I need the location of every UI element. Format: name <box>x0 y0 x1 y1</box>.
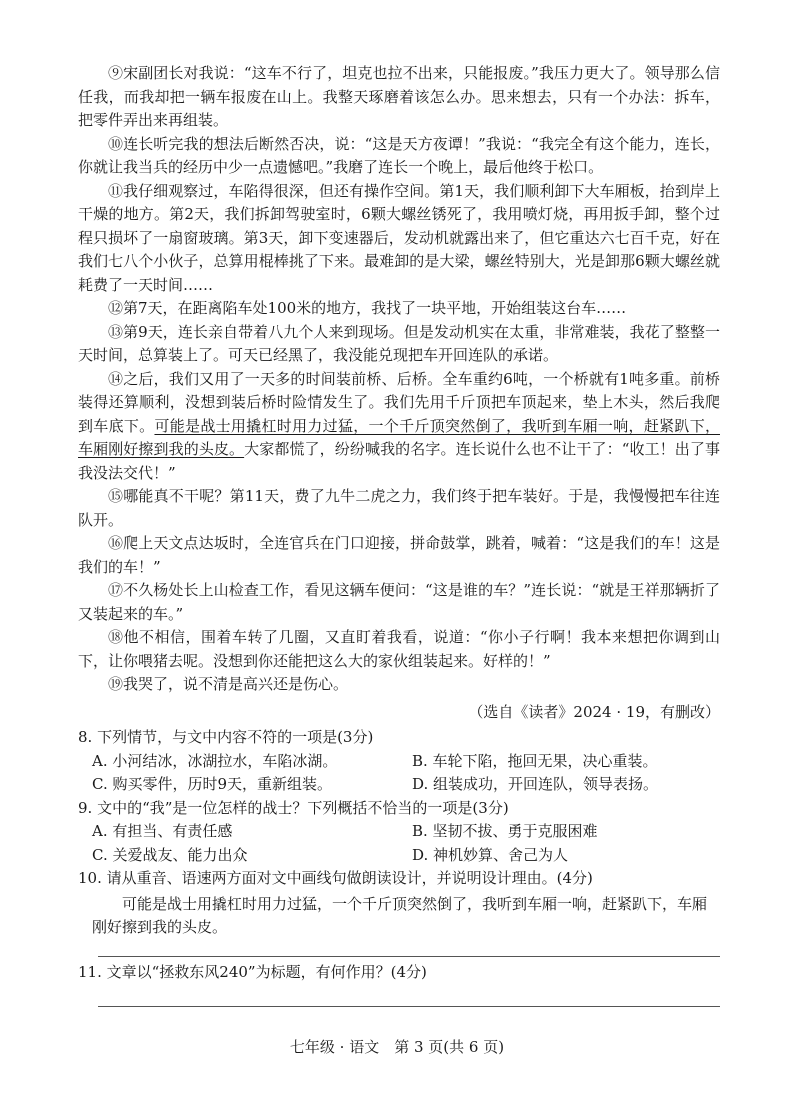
paragraph-12: ⑫第7天，在距离陷车处100米的地方，我找了一块平地，开始组装这台车…… <box>108 299 627 317</box>
question-8 <box>78 726 720 797</box>
paragraph-10: ⑩连长听完我的想法后断然否决，说：“这是天方夜谭！”我说：“我完全有这个能力，连长，你就让我当兵的经历中少一点遗憾吧。”我磨了连长一个晚上，最后他终于松口。 <box>78 134 720 176</box>
paragraph-14-tail: 大家都慌了，纷纷喊我的名字。连长说什么也不让干了：“收工！出了事我没法交代！” <box>78 440 720 482</box>
options <box>78 750 720 797</box>
source-citation: （选自《读者》2024 · 19，有删改） <box>468 702 720 721</box>
paragraph-18: ⑱他不相信，围着车转了几圈，又直盯着我看，说道：“你小子行啊！我本来想把你调到山下，让你喂猪去呢。没想到你还能把这么大的家伙组装起来。好样的！” <box>78 628 720 670</box>
question-10 <box>78 867 720 957</box>
option-c: C. 购买零件，历时9天，重新组装。 <box>92 775 333 793</box>
underlined-sentence: 可能是战士用撬杠时用力过猛，一个千斤顶突然倒了，我听到车厢一响，赶紧趴下，车厢刚好擦到我的头皮。 <box>78 416 720 458</box>
options <box>78 820 720 867</box>
paragraph-16: ⑯爬上天文点达坂时，全连官兵在门口迎接，拼命鼓掌，跳着，喊着：“这是我们的车！这是我们的车！” <box>78 534 720 576</box>
option-b: B. 坚韧不拔、勇于克服困难 <box>412 822 598 840</box>
option-a: A. 小河结冰，冰湖拉水，车陷冰湖。 <box>92 751 338 770</box>
option-c: C. 关爱战友、能力出众 <box>92 845 248 864</box>
paragraph-9: ⑨宋副团长对我说：“这车不行了，坦克也拉不出来，只能报废。”我压力更大了。领导那么信任我，而我却把一辆车报废在山上。我整天琢磨着该怎么办。思来想去，只有一个办法：拆车，把零件弄出来再组装。 <box>78 64 720 129</box>
question-stem: 11. 文章以“拯救东风240”为标题，有何作用？(4分) <box>78 962 427 981</box>
paragraph-17: ⑰不久杨处长上山检查工作，看见这辆车便问：“这是谁的车？”连长说：“就是王祥那辆折了又装起来的车。” <box>78 581 720 623</box>
paragraph-11: ⑪我仔细观察过，车陷得很深，但还有操作空间。第1天，我们顺利卸下大车厢板，抬到岸上干燥的地方。第2天，我们拆卸驾驶室时，6颗大螺丝锈死了，我用喷灯烧，再用扳手卸，整个过程只损坏了一扇窗玻璃。第3天，卸下变速器后，发动机就露出来了，但它重达六七百千克，好在我们七八个小伙子，总算用棍棒挑了下来。最难卸的是大梁，螺丝特别大，光是卸那6颗大螺丝就耗费了一天时间…… <box>78 181 720 294</box>
paragraph-14 <box>78 368 720 486</box>
page-footer: 七年级 · 语文 第 3 页(共 6 页) <box>289 1038 505 1056</box>
option-d: D. 神机妙算、舍己为人 <box>412 845 569 864</box>
question-stem: 9. 文中的“我”是一位怎样的战士？下列概括不恰当的一项是(3分) <box>78 798 509 817</box>
option-d: D. 组装成功，开回连队，领导表扬。 <box>412 775 659 793</box>
paragraph-19: ⑲我哭了，说不清是高兴还是伤心。 <box>108 675 349 693</box>
paragraph-15: ⑮哪能真不干呢？第11天，费了九牛二虎之力，我们终于把车装好。于是，我慢慢把车往连队开。 <box>78 487 720 529</box>
passage <box>78 62 720 697</box>
paragraph-14-lead: ⑭之后，我们又用了一天多的时间装前桥、后桥。全车重约6吨，一个桥就有1吨多重。前桥装得还算顺利，没想到装后桥时险情发生了。我们先用千斤顶把车顶起来，垫上木头，然后我爬到车底下。 <box>78 369 720 435</box>
question-stem: 10. 请从重音、语速两方面对文中画线句做朗读设计，并说明设计理由。(4分) <box>78 869 593 887</box>
exam-page <box>78 62 720 1007</box>
question-9 <box>78 797 720 868</box>
option-b: B. 车轮下陷，拖回无果，决心重装。 <box>412 751 658 770</box>
quoted-sentence: 可能是战士用撬杠时用力过猛，一个千斤顶突然倒了，我听到车厢一响，赶紧趴下，车厢刚好擦到我的头皮。 <box>92 894 708 936</box>
option-a: A. 有担当、有责任感 <box>92 822 233 840</box>
question-stem: 8. 下列情节，与文中内容不符的一项是(3分) <box>78 728 374 746</box>
answer-line[interactable] <box>98 1006 720 1007</box>
paragraph-13: ⑬第9天，连长亲自带着八九个人来到现场。但是发动机实在太重，非常难装，我花了整整一天时间，总算装上了。可天已经黑了，我没能兑现把车开回连队的承诺。 <box>78 322 720 364</box>
question-11 <box>78 961 720 1008</box>
answer-line[interactable] <box>98 956 720 957</box>
